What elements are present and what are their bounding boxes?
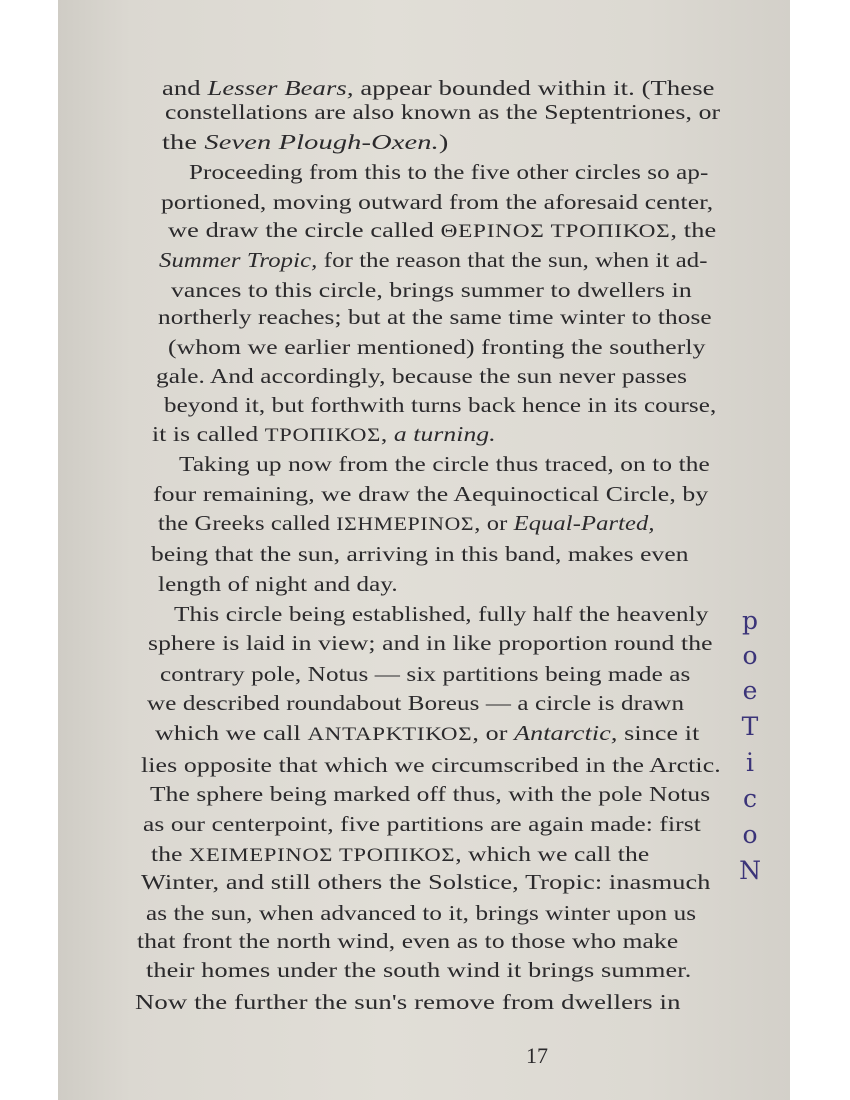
side-word-letter: c — [742, 784, 757, 813]
text-segment: contrary pole, Notus — six partitions being made as — [160, 662, 691, 686]
side-word-letter: o — [742, 641, 758, 670]
text-line — [174, 604, 708, 626]
text-line — [152, 424, 496, 446]
text-segment: sphere is laid in view; and in like proportion round the — [148, 631, 713, 655]
text-line — [148, 633, 713, 655]
text-segment: the — [162, 130, 205, 154]
side-word-letter: o — [742, 820, 758, 849]
text-segment: ) — [438, 130, 449, 154]
text-segment: four remaining, we draw the Aequinoctical Circle, by — [153, 482, 709, 506]
text-line — [168, 220, 716, 242]
text-segment: the Greeks called — [158, 511, 337, 535]
text-line — [162, 132, 449, 154]
text-segment: the — [151, 842, 189, 866]
text-segment: The sphere being marked off thus, with the pole Notus — [150, 782, 711, 806]
text-line — [135, 992, 681, 1014]
italic-phrase: Lesser Bears, — [207, 76, 354, 100]
text-line — [158, 513, 655, 535]
text-segment: that front the north wind, even as to those who make — [137, 929, 679, 953]
text-segment: as the sun, when advanced to it, brings winter upon us — [146, 901, 697, 925]
italic-phrase: Seven Plough-Oxen. — [204, 130, 439, 154]
text-segment: being that the sun, arriving in this band, makes even — [151, 542, 689, 566]
page-number: 17 — [526, 1043, 548, 1068]
text-segment: vances to this circle, brings summer to dwellers in — [171, 278, 692, 302]
text-line — [164, 395, 716, 417]
text-segment: Now the further the sun's remove from dwellers in — [135, 990, 681, 1014]
text-segment: length of night and day. — [158, 572, 398, 596]
text-line — [189, 162, 708, 184]
text-line — [159, 250, 708, 272]
text-line — [151, 544, 689, 566]
text-segment: we draw the circle called — [168, 218, 441, 242]
text-segment: portioned, moving outward from the aforesaid center, — [161, 190, 714, 214]
text-segment: which we call — [155, 721, 308, 745]
italic-phrase: Antarctic, — [514, 721, 618, 745]
text-line — [155, 723, 699, 745]
text-segment: , or — [474, 511, 514, 535]
side-word-letter: p — [741, 606, 758, 635]
text-segment: since it — [617, 721, 700, 745]
text-line — [156, 366, 687, 388]
text-segment: their homes under the south wind it brings summer. — [146, 958, 692, 982]
text-segment: Taking up now from the circle thus traced, on to the — [179, 452, 710, 476]
text-line — [150, 784, 710, 806]
text-line — [160, 664, 690, 686]
side-word-letter: i — [746, 748, 754, 777]
text-segment: , the — [670, 218, 717, 242]
text-segment: beyond it, but forthwith turns back hence in its course, — [164, 393, 717, 417]
italic-phrase: Summer Tropic, — [159, 248, 318, 272]
text-line — [141, 872, 710, 894]
book-page — [58, 0, 790, 1100]
text-segment: lies opposite that which we circumscribed in the Arctic. — [141, 753, 721, 777]
text-line — [146, 960, 691, 982]
greek-term: ΧΕΙΜΕΡΙΝΟΣ ΤΡΟΠΙΚΟΣ — [188, 845, 456, 866]
text-segment: constellations are also known as the Septentriones, or — [165, 100, 721, 124]
text-line — [179, 454, 710, 476]
text-line — [151, 844, 649, 866]
text-line — [162, 78, 715, 100]
text-segment: gale. And accordingly, because the sun never passes — [156, 364, 688, 388]
italic-phrase: a turning. — [393, 422, 496, 446]
text-segment: and — [162, 76, 208, 100]
greek-term: ΤΡΟΠΙΚΟΣ — [264, 425, 381, 446]
greek-term: ΑΝΤΑΡΚΤΙΚΟΣ — [307, 724, 473, 745]
text-line — [141, 755, 721, 777]
text-segment: it is called — [152, 422, 265, 446]
text-segment: (whom we earlier mentioned) fronting the southerly — [168, 335, 706, 359]
text-line — [158, 307, 712, 329]
text-segment: This circle being established, fully half the heavenly — [174, 602, 709, 626]
text-segment: , — [380, 422, 394, 446]
text-line — [147, 693, 684, 715]
text-segment: appear bounded within it. (These — [353, 76, 715, 100]
text-segment: as our centerpoint, five partitions are again made: first — [143, 812, 701, 836]
text-line — [161, 192, 713, 214]
greek-term: ΙΣΗΜΕΡΙΝΟΣ — [336, 514, 475, 535]
text-segment: for the reason that the sun, when it ad- — [317, 248, 708, 272]
text-line — [168, 337, 706, 359]
text-segment: Proceeding from this to the five other circles so ap- — [189, 160, 709, 184]
text-segment: northerly reaches; but at the same time winter to those — [158, 305, 712, 329]
text-segment: Winter, and still others the Solstice, Tropic: inasmuch — [141, 870, 711, 894]
text-segment: , or — [472, 721, 515, 745]
text-line — [146, 903, 696, 925]
body-text — [58, 0, 790, 1040]
greek-term: ΘΕΡΙΝΟΣ ΤΡΟΠΙΚΟΣ — [440, 221, 671, 242]
text-segment: , which we call the — [455, 842, 650, 866]
text-line — [153, 484, 708, 506]
text-line — [143, 814, 701, 836]
text-line — [171, 280, 692, 302]
text-line — [158, 574, 398, 596]
side-word-letter: N — [739, 856, 761, 885]
text-segment: we described roundabout Boreus — a circle is drawn — [147, 691, 685, 715]
side-word-letter: T — [741, 712, 759, 741]
text-line — [165, 102, 720, 124]
text-line — [137, 931, 678, 953]
side-word-letter: e — [742, 676, 758, 705]
italic-phrase: Equal-Parted, — [513, 511, 655, 535]
